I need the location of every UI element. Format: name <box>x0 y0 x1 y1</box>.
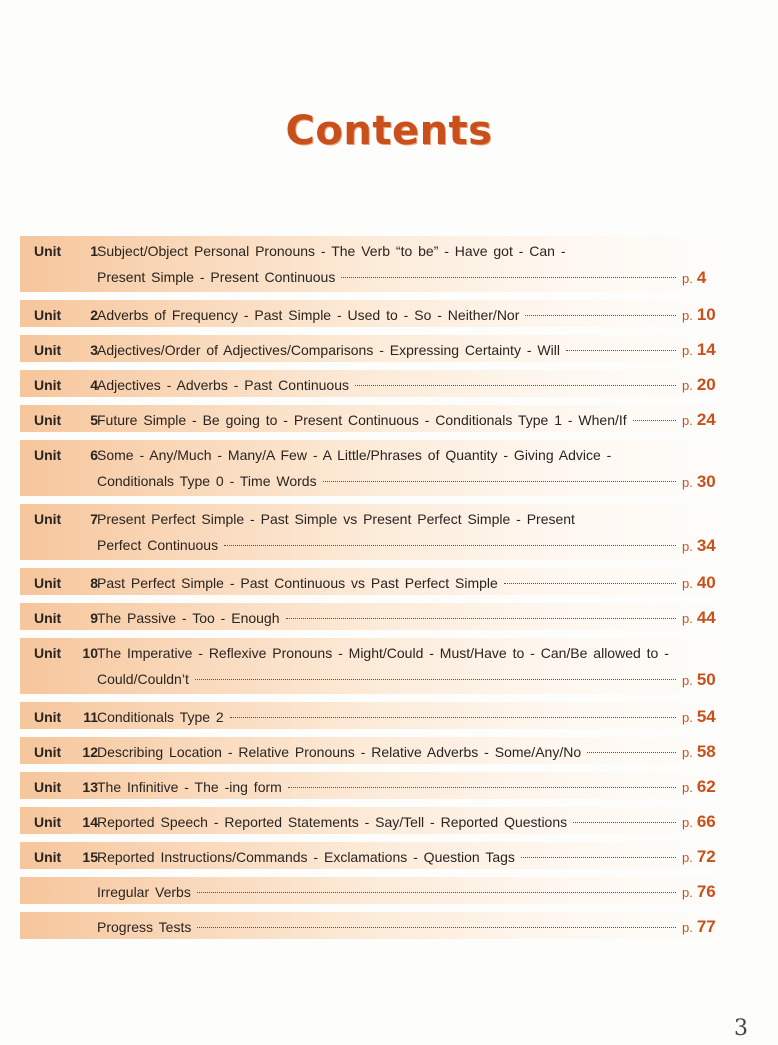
unit-number: 4 <box>90 377 98 393</box>
entry-text: The Passive - Too - Enough <box>97 610 280 626</box>
page-prefix: p. <box>682 271 693 286</box>
unit-word: Unit <box>34 342 62 358</box>
page-title: Contents <box>285 108 493 154</box>
toc-entry <box>20 737 730 764</box>
page-prefix: p. <box>682 780 693 795</box>
page-prefix: p. <box>682 885 693 900</box>
entry-line <box>97 914 680 940</box>
page-prefix: p. <box>682 920 693 935</box>
entry-page <box>682 469 730 496</box>
page-value: 30 <box>696 472 716 491</box>
entry-text: Progress Tests <box>97 919 192 935</box>
page-prefix: p. <box>682 308 693 323</box>
page-number: 3 <box>734 1016 748 1041</box>
unit-label <box>34 704 98 730</box>
unit-word: Unit <box>34 447 62 463</box>
entry-description <box>97 570 680 596</box>
unit-word: Unit <box>34 307 62 323</box>
entry-page <box>682 605 730 632</box>
page-prefix: p. <box>682 576 693 591</box>
dot-leader <box>230 716 676 718</box>
entry-description <box>97 605 680 631</box>
entry-line <box>97 264 680 290</box>
unit-word: Unit <box>34 779 62 795</box>
dot-leader <box>355 384 676 386</box>
dot-leader <box>195 678 676 680</box>
entry-line <box>97 442 680 468</box>
page-prefix: p. <box>682 850 693 865</box>
entry-text: Some - Any/Much - Many/A Few - A Little/Phrases of Quantity - Giving Advice - <box>97 447 612 463</box>
entry-page <box>682 407 730 434</box>
unit-label <box>34 302 98 328</box>
unit-label <box>34 774 98 800</box>
entry-line <box>97 809 680 835</box>
toc-entry <box>20 440 730 496</box>
entry-page <box>682 265 730 292</box>
unit-number: 10 <box>82 645 98 661</box>
entry-text: Conditionals Type 2 <box>97 709 224 725</box>
unit-word: Unit <box>34 511 62 527</box>
toc-entry <box>20 807 730 834</box>
dot-leader <box>521 856 676 858</box>
entry-text: Present Perfect Simple - Past Simple vs Present Perfect Simple - Present <box>97 511 575 527</box>
entry-line <box>97 640 680 666</box>
toc-entry <box>20 877 730 904</box>
entry-text: Irregular Verbs <box>97 884 191 900</box>
page-value: 40 <box>696 573 716 592</box>
toc-entry <box>20 405 730 432</box>
entry-page <box>682 914 730 941</box>
dot-leader <box>286 617 676 619</box>
entry-description <box>97 879 680 905</box>
page-prefix: p. <box>682 710 693 725</box>
entry-line <box>97 739 680 765</box>
unit-word: Unit <box>34 243 62 259</box>
page-value: 72 <box>696 847 716 866</box>
entry-line <box>97 774 680 800</box>
unit-number: 5 <box>90 412 98 428</box>
toc-entry <box>20 568 730 595</box>
entry-line <box>97 844 680 870</box>
entry-text: Could/Couldn’t <box>97 671 189 687</box>
page-prefix: p. <box>682 611 693 626</box>
dot-leader <box>566 349 676 351</box>
entry-description <box>97 809 680 835</box>
entry-text: Conditionals Type 0 - Time Words <box>97 473 317 489</box>
toc-entry <box>20 842 730 869</box>
dot-leader <box>633 419 676 421</box>
entry-text: Perfect Continuous <box>97 537 219 553</box>
page-value: 66 <box>696 812 716 831</box>
unit-word: Unit <box>34 709 62 725</box>
unit-label <box>34 442 98 468</box>
unit-number: 13 <box>82 779 98 795</box>
entry-page <box>682 844 730 871</box>
dot-leader <box>573 821 676 823</box>
page-value: 76 <box>696 882 716 901</box>
entry-line <box>97 879 680 905</box>
page-value: 24 <box>696 410 716 429</box>
entry-description <box>97 238 680 290</box>
entry-text: Past Perfect Simple - Past Continuous vs Past Perfect Simple <box>97 575 498 591</box>
entry-page <box>682 372 730 399</box>
unit-number: 12 <box>82 744 98 760</box>
entry-text: The Infinitive - The -ing form <box>97 779 282 795</box>
entry-description <box>97 442 680 494</box>
entry-text: Present Simple - Present Continuous <box>97 269 336 285</box>
dot-leader <box>504 582 676 584</box>
unit-label <box>34 506 98 532</box>
entry-line <box>97 302 680 328</box>
dot-leader <box>525 314 676 316</box>
page-prefix: p. <box>682 745 693 760</box>
toc-entry <box>20 912 730 939</box>
entry-line <box>97 666 680 692</box>
dot-leader <box>288 786 676 788</box>
entry-line <box>97 704 680 730</box>
toc-entry <box>20 702 730 729</box>
dot-leader <box>197 891 676 893</box>
unit-number: 7 <box>90 511 98 527</box>
entry-text: Reported Instructions/Commands - Exclamations - Question Tags <box>97 849 515 865</box>
toc-entry <box>20 236 730 292</box>
dot-leader <box>197 926 676 928</box>
entry-description <box>97 372 680 398</box>
dot-leader <box>224 544 676 546</box>
table-of-contents <box>20 236 730 947</box>
page-value: 4 <box>696 268 707 287</box>
entry-text: Reported Speech - Reported Statements - Say/Tell - Reported Questions <box>97 814 568 830</box>
entry-description <box>97 640 680 692</box>
page-value: 77 <box>696 917 716 936</box>
entry-line <box>97 238 680 264</box>
toc-entry <box>20 300 730 327</box>
unit-word: Unit <box>34 575 62 591</box>
unit-word: Unit <box>34 849 62 865</box>
toc-entry <box>20 772 730 799</box>
unit-label <box>34 372 98 398</box>
entry-description <box>97 407 680 433</box>
entry-text: The Imperative - Reflexive Pronouns - Might/Could - Must/Have to - Can/Be allowed to - <box>97 645 669 661</box>
dot-leader <box>323 480 676 482</box>
entry-page <box>682 570 730 597</box>
entry-line <box>97 570 680 596</box>
entry-line <box>97 468 680 494</box>
entry-page <box>682 667 730 694</box>
page-value: 58 <box>696 742 716 761</box>
entry-description <box>97 914 680 940</box>
unit-word: Unit <box>34 645 62 661</box>
toc-entry <box>20 603 730 630</box>
entry-line <box>97 337 680 363</box>
entry-description <box>97 302 680 328</box>
entry-description <box>97 739 680 765</box>
toc-entry <box>20 370 730 397</box>
entry-page <box>682 879 730 906</box>
page-value: 20 <box>696 375 716 394</box>
unit-label <box>34 640 98 666</box>
unit-word: Unit <box>34 610 62 626</box>
unit-word: Unit <box>34 744 62 760</box>
entry-description <box>97 506 680 558</box>
unit-number: 11 <box>83 709 98 725</box>
entry-description <box>97 844 680 870</box>
unit-number: 8 <box>90 575 98 591</box>
unit-label <box>34 605 98 631</box>
entry-description <box>97 337 680 363</box>
entry-page <box>682 337 730 364</box>
entry-text: Describing Location - Relative Pronouns - Relative Adverbs - Some/Any/No <box>97 744 582 760</box>
entry-text: Subject/Object Personal Pronouns - The Verb “to be” - Have got - Can - <box>97 243 566 259</box>
entry-text: Adjectives/Order of Adjectives/Comparisons - Expressing Certainty - Will <box>97 342 560 358</box>
unit-label <box>34 407 98 433</box>
entry-description <box>97 774 680 800</box>
toc-entry <box>20 335 730 362</box>
page-prefix: p. <box>682 475 693 490</box>
entry-text: Future Simple - Be going to - Present Continuous - Conditionals Type 1 - When/If <box>97 412 627 428</box>
unit-number: 2 <box>90 307 98 323</box>
page-value: 54 <box>696 707 716 726</box>
page-prefix: p. <box>682 378 693 393</box>
page-value: 62 <box>696 777 716 796</box>
unit-number: 9 <box>90 610 98 626</box>
page-prefix: p. <box>682 815 693 830</box>
page-prefix: p. <box>682 413 693 428</box>
unit-label <box>34 337 98 363</box>
entry-page <box>682 774 730 801</box>
entry-line <box>97 372 680 398</box>
entry-line <box>97 532 680 558</box>
entry-page <box>682 533 730 560</box>
unit-number: 6 <box>90 447 98 463</box>
unit-label <box>34 570 98 596</box>
entry-line <box>97 407 680 433</box>
page-prefix: p. <box>682 343 693 358</box>
entry-text: Adjectives - Adverbs - Past Continuous <box>97 377 350 393</box>
dot-leader <box>341 276 676 278</box>
unit-number: 3 <box>90 342 98 358</box>
page-value: 44 <box>696 608 716 627</box>
unit-number: 1 <box>90 243 98 259</box>
entry-page <box>682 704 730 731</box>
toc-entry <box>20 638 730 694</box>
unit-label <box>34 739 98 765</box>
entry-description <box>97 704 680 730</box>
unit-label <box>34 238 98 264</box>
unit-word: Unit <box>34 412 62 428</box>
unit-label <box>34 809 98 835</box>
entry-text: Adverbs of Frequency - Past Simple - Used to - So - Neither/Nor <box>97 307 520 323</box>
entry-line <box>97 605 680 631</box>
unit-number: 14 <box>82 814 98 830</box>
entry-page <box>682 809 730 836</box>
dot-leader <box>587 751 676 753</box>
unit-word: Unit <box>34 814 62 830</box>
unit-number: 15 <box>82 849 98 865</box>
page-value: 34 <box>696 536 716 555</box>
page-prefix: p. <box>682 539 693 554</box>
entry-line <box>97 506 680 532</box>
unit-label <box>34 844 98 870</box>
page-value: 10 <box>696 305 716 324</box>
toc-entry <box>20 504 730 560</box>
entry-page <box>682 302 730 329</box>
page-prefix: p. <box>682 673 693 688</box>
unit-word: Unit <box>34 377 62 393</box>
page-value: 14 <box>696 340 716 359</box>
page-value: 50 <box>696 670 716 689</box>
entry-page <box>682 739 730 766</box>
